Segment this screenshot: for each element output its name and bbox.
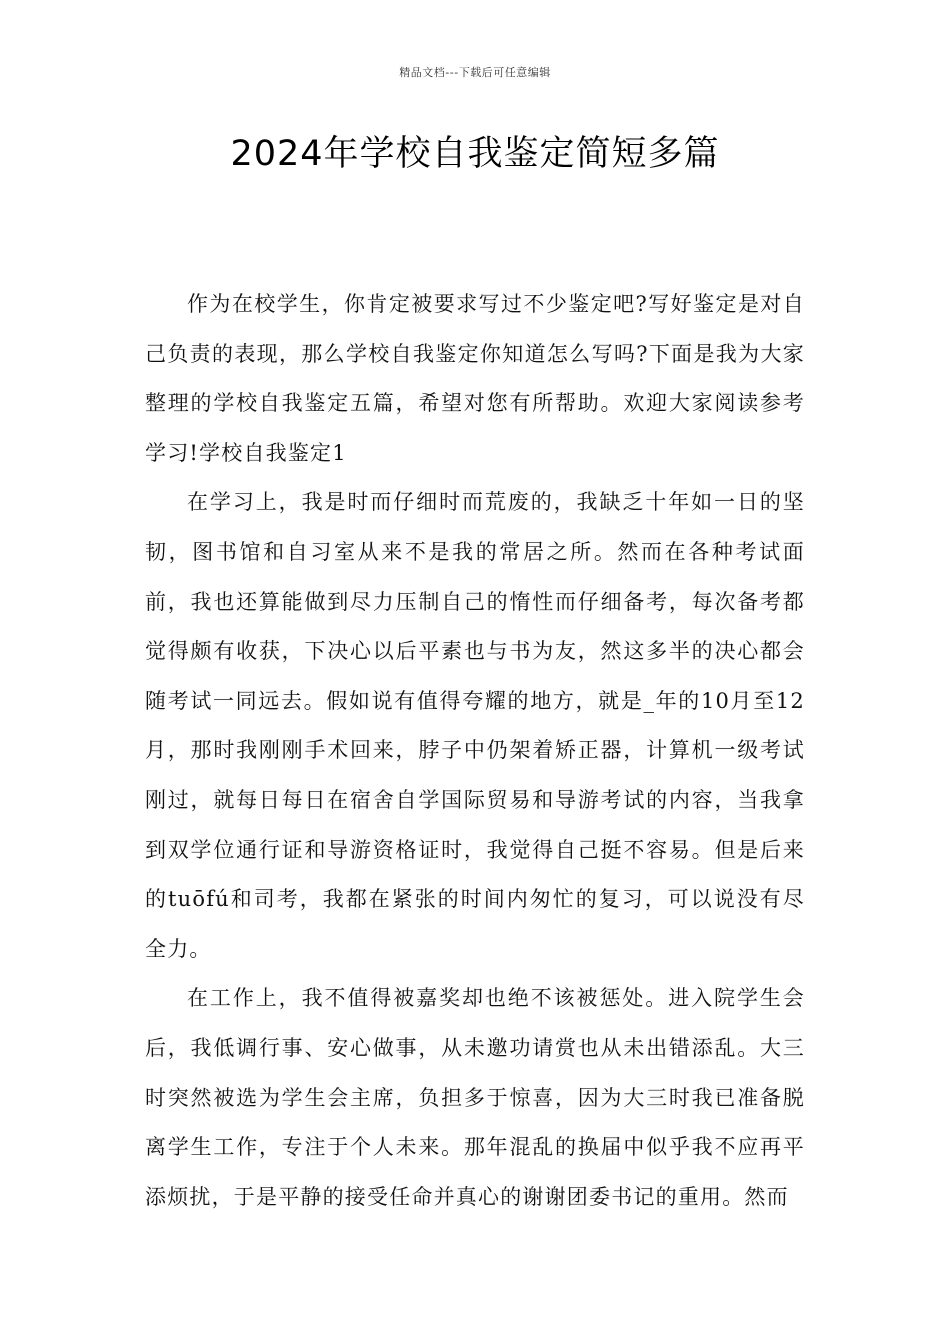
- document-title: 2024年学校自我鉴定简短多篇: [230, 134, 720, 174]
- paragraph-intro: 作为在校学生，你肯定被要求写过不少鉴定吧?写好鉴定是对自己负责的表现，那么学校自我鉴定你知道怎么写吗?下面是我为大家整理的学校自我鉴定五篇，希望对您有所帮助。欢迎大家阅读参考学习!学校自我鉴定1: [145, 292, 805, 465]
- header-note: 精品文档---下载后可任意编辑: [399, 66, 551, 79]
- document-body: [145, 280, 805, 1222]
- paragraph-work: 在工作上，我不值得被嘉奖却也绝不该被惩处。进入院学生会后，我低调行事、安心做事，从未邀功请赏也从未出错添乱。大三时突然被选为学生会主席，负担多于惊喜，因为大三时我已准备脱离学生工作，专注于个人未来。那年混乱的换届中似乎我不应再平添烦扰，于是平静的接受任命并真心的谢谢团委书记的重用。然而: [145, 986, 805, 1209]
- paragraph-study: 在学习上，我是时而仔细时而荒废的，我缺乏十年如一日的坚韧，图书馆和自习室从来不是我的常居之所。然而在各种考试面前，我也还算能做到尽力压制自己的惰性而仔细备考，每次备考都觉得颇有收获，下决心以后平素也与书为友，然这多半的决心都会随考试一同远去。假如说有值得夸耀的地方，就是_年的10月至12月，那时我刚刚手术回来，脖子中仍架着矫正器，计算机一级考试刚过，就每日每日在宿舍自学国际贸易和导游考试的内容，当我拿到双学位通行证和导游资格证时，我觉得自己挺不容易。但是后来的tuōfú和司考，我都在紧张的时间内匆忙的复习，可以说没有尽全力。: [145, 490, 805, 961]
